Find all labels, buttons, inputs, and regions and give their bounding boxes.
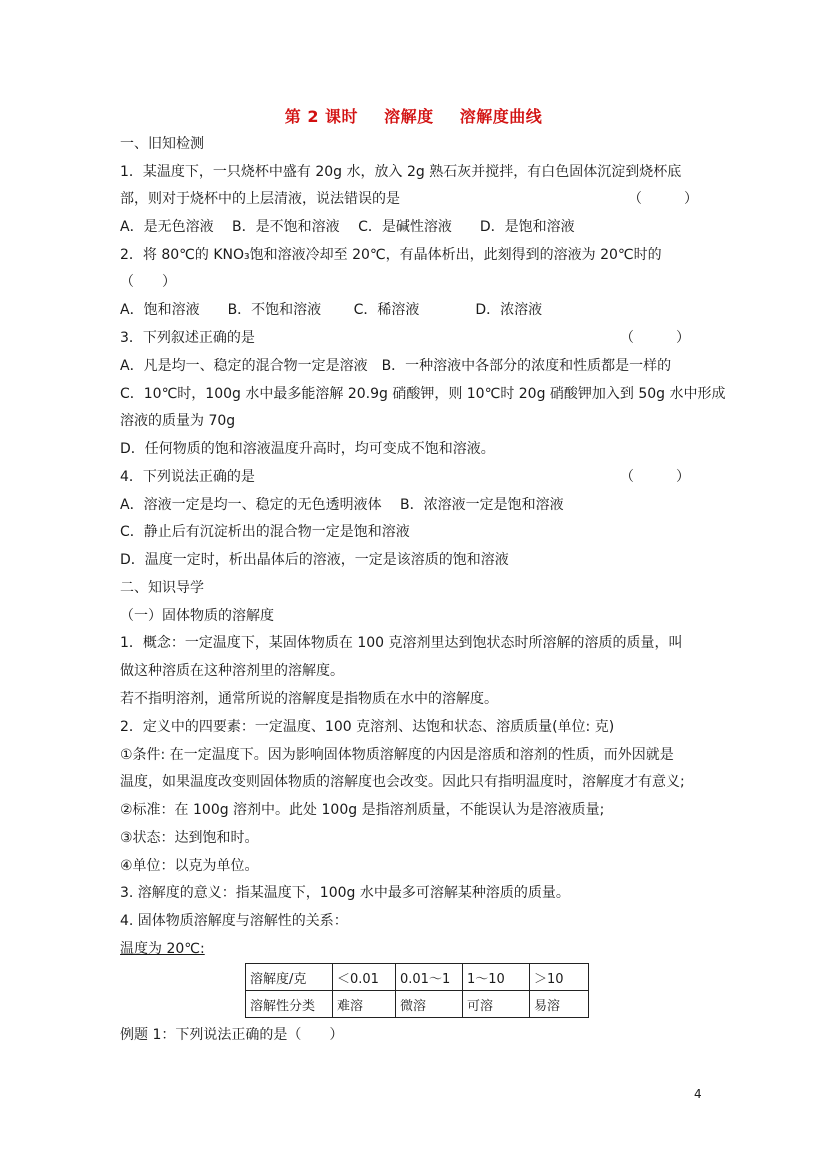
question-3-option-c-line-2: 溶液的质量为 70g (120, 413, 236, 429)
question-4-stem: 4．下列说法正确的是 (120, 469, 255, 485)
table-cell: 溶解度/克 (246, 964, 333, 991)
four-elements: 2．定义中的四要素：一定温度、100 克溶剂、达饱和状态、溶质质量(单位: 克) (120, 719, 615, 735)
element-unit: ④单位：以克为单位。 (120, 858, 259, 874)
table-cell: 难溶 (333, 991, 396, 1018)
subsection-heading: （一）固体物质的溶解度 (120, 608, 274, 624)
table-cell: 可溶 (463, 991, 530, 1018)
question-1-line-2: 部，则对于烧杯中的上层清液，说法错误的是 (120, 191, 400, 207)
page-number: 4 (694, 1087, 702, 1101)
table-cell: ＞10 (530, 964, 589, 991)
title-solubility-curve: 溶解度曲线 (459, 107, 543, 126)
question-3-option-c-line-1: C．10℃时，100g 水中最多能溶解 20.9g 硝酸钾，则 10℃时 20g 硝酸钾加入到 50g 水中形成 (120, 386, 726, 402)
element-state: ③状态：达到饱和时。 (120, 830, 259, 846)
question-3-option-ab: A．凡是均一、稳定的混合物一定是溶液 B．一种溶液中各部分的浓度和性质都是一样的 (120, 358, 672, 374)
answer-paren-4: （ ） (620, 469, 690, 485)
question-4-option-c: C．静止后有沉淀析出的混合物一定是饱和溶液 (120, 524, 410, 540)
section-heading-review: 一、旧知检测 (120, 136, 204, 152)
table-cell: 易溶 (530, 991, 589, 1018)
element-condition-line-1: ①条件: 在一定温度下。因为影响固体物质溶解度的内因是溶质和溶剂的性质，而外因就是 (120, 747, 674, 763)
question-3-stem: 3．下列叙述正确的是 (120, 330, 255, 346)
concept-note: 若不指明溶剂，通常所说的溶解度是指物质在水中的溶解度。 (120, 691, 498, 707)
question-1-line-1: 1．某温度下，一只烧杯中盛有 20g 水，放入 2g 熟石灰并搅拌，有白色固体沉淀到烧杯底 (120, 164, 682, 180)
question-2-options: A．饱和溶液 B．不饱和溶液 C．稀溶液 D．浓溶液 (120, 302, 543, 318)
element-condition-line-2: 温度，如果温度改变则固体物质的溶解度也会改变。因此只有指明温度时，溶解度才有意义; (120, 774, 685, 790)
title-lesson: 第 2 课时 (284, 107, 359, 126)
solubility-table (245, 963, 589, 1018)
title-solubility: 溶解度 (384, 107, 434, 126)
table-row (246, 964, 589, 991)
solubility-meaning: 3. 溶解度的意义：指某温度下，100g 水中最多可溶解某种溶质的质量。 (120, 885, 570, 901)
question-4-option-ab: A．溶液一定是均一、稳定的无色透明液体 B．浓溶液一定是饱和溶液 (120, 497, 564, 513)
section-heading-guide: 二、知识导学 (120, 580, 204, 596)
question-1-options: A．是无色溶液 B．是不饱和溶液 C．是碱性溶液 D．是饱和溶液 (120, 219, 575, 235)
table-row (246, 991, 589, 1018)
answer-paren-1: （ ） (628, 191, 698, 207)
table-cell: ＜0.01 (333, 964, 396, 991)
temperature-label: 温度为 20℃: (120, 941, 205, 957)
table-cell: 0.01～1 (396, 964, 463, 991)
example-1: 例题 1：下列说法正确的是（ ） (120, 1027, 344, 1043)
table-cell: 1～10 (463, 964, 530, 991)
question-3-option-d: D．任何物质的饱和溶液温度升高时，均可变成不饱和溶液。 (120, 441, 495, 457)
concept-line-1: 1．概念：一定温度下，某固体物质在 100 克溶剂里达到饱状态时所溶解的溶质的质量，叫 (120, 635, 683, 651)
page-title (0, 104, 827, 127)
concept-line-2: 做这种溶质在这种溶剂里的溶解度。 (120, 663, 344, 679)
table-cell: 微溶 (396, 991, 463, 1018)
element-standard: ②标准：在 100g 溶剂中。此处 100g 是指溶剂质量，不能误认为是溶液质量; (120, 802, 605, 818)
question-2-line-1: 2．将 80℃的 KNO₃饱和溶液冷却至 20℃，有晶体析出，此刻得到的溶液为 20℃时的 (120, 247, 662, 263)
answer-paren-3: （ ） (620, 330, 690, 346)
question-4-option-d: D．温度一定时，析出晶体后的溶液，一定是该溶质的饱和溶液 (120, 552, 509, 568)
solubility-relation: 4. 固体物质溶解度与溶解性的关系： (120, 913, 348, 929)
table-cell: 溶解性分类 (246, 991, 333, 1018)
answer-paren-2: （ ） (120, 274, 176, 290)
